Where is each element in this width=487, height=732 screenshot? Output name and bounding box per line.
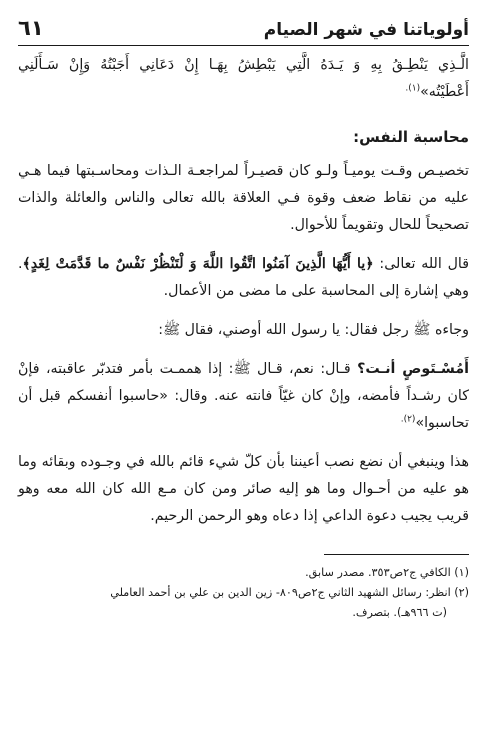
footnote-marker-1: (١).	[405, 83, 421, 94]
paragraph-closing: هذا وينبغي أن نضع نصب أعيننا بأن كلّ شيء قائم بالله في وجـوده وبقائه وما هو عليه من أحـوال وما هو إليه صائر ومن كان مـع الله كان الله معه وهو قريب يجيب دعوة الداعي إذا دعاه وهو الرحمن الرحيم.	[18, 454, 469, 524]
footnote-2-line-1: (٢) انظر: رسائل الشهيد الثاني ج٢ص٨٠٩- زين الدين بن علي بن أحمد العاملي	[110, 586, 469, 599]
section-heading: محاسبة النفس:	[353, 128, 469, 146]
paragraph-prophet-advice	[18, 356, 469, 437]
footnote-divider	[324, 554, 469, 555]
paragraph-quran-verse	[18, 251, 469, 305]
quran-verse: ﴿يا أَيُّهَا الَّذِينَ آمَنُوا اتَّقُوا اللَّهَ وَ لْتَنْظُرْ نَفْسٌ ما قَدَّمَتْ لِغَدٍ﴾	[22, 256, 374, 272]
footnote-1: (١) الكافي ج٢ص٣٥٣. مصدر سابق.	[305, 566, 469, 579]
page-number: ٦١	[18, 16, 44, 40]
running-header-title: أولوياتنا في شهر الصيام	[263, 20, 469, 40]
book-page	[18, 12, 469, 722]
verse-commentary: . وهي إشارة إلى المحاسبة على ما مضى من الأعمال.	[18, 256, 469, 299]
quote-line-2	[18, 79, 469, 106]
quote-line-2-text: أَعْطَيْتُه»	[420, 84, 469, 100]
advice-text: قـال: نعم، قـال ﷺ: إذا هممـت بأمر فتدبّر عاقبته، فإنْ كان رشـداً فأمضه، وإنْ كان غيّاً فانته عنه. وقال: «حاسبوا أنفسكم قبل أن تحاسبوا»	[18, 361, 469, 431]
hadith-quote-continuation	[18, 52, 469, 106]
paragraph-man-came: وجاءه ﷺ رجل فقال: يا رسول الله أوصني، فقال ﷺ:	[158, 322, 469, 338]
quote-line-1: الَّـذِي يَنْطِـقُ بِهِ وَ يَـدَهُ الَّتِي يَبْطِشُ بِهَـا إِنْ دَعَانِي أَجَبْتُهُ وَإِنْ سَـأَلَنِي	[18, 57, 469, 73]
footnote-marker-2: (٢).	[400, 414, 416, 425]
verse-intro: قال الله تعالى:	[373, 256, 470, 272]
advice-question: أَمُسْـتَوصٍ أنـت؟	[357, 361, 469, 377]
footnote-2-line-2: (ت ٩٦٦هـ). بتصرف.	[352, 606, 447, 619]
paragraph-self-accounting: تخصيـص وقـت يوميـاً ولـو كان قصيـراً لمراجعـة الـذات ومحاسـبتها فيما هـي عليه من نقاط ضعف وقوة فـي العلاقة بالله تعالى والناس والعائلة والذات تصحيحاً للحال وتقويماً للأحوال.	[18, 163, 469, 233]
footnotes-section	[18, 563, 469, 623]
running-header	[18, 12, 469, 46]
